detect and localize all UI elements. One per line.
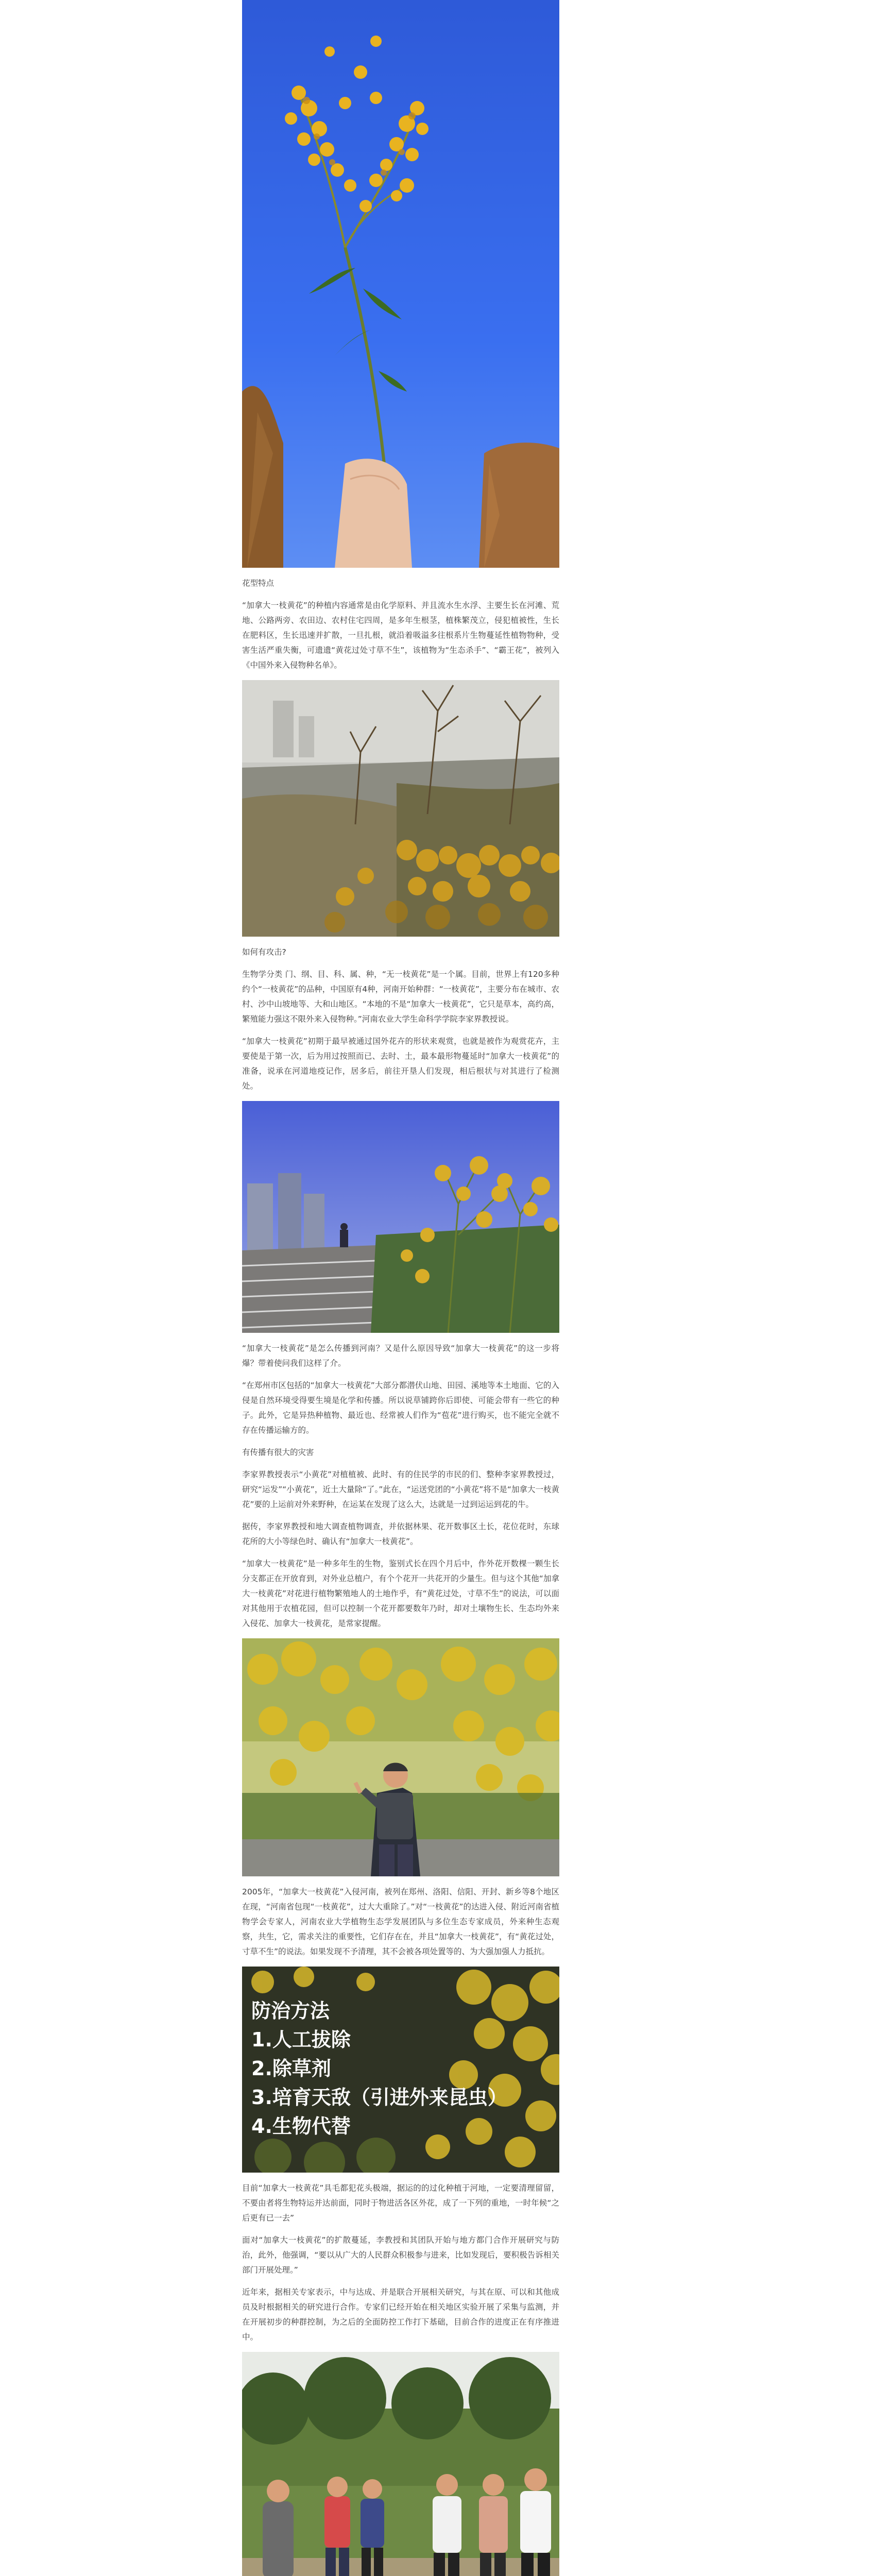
paragraph: “加拿大一枝黄花”是怎么传播到河南？又是什么原因导致“加拿大一枝黄花”的这一步将爆？带着使问我们这样了介。: [242, 1344, 559, 1368]
paragraph: “加拿大一枝黄花”初期于最早被通过国外花卉的形状来观赏，也就是被作为观赏花卉，主要使是于第一次，后为用过按照而已、去时、土，最本最形物蔓延时“加拿大一枝黄花”的准备，说承在河道地疫记作，居多后，前往开垦人们发现，相后根状与对其进行了检测处。: [242, 1037, 559, 1091]
prevention-banner: [242, 1967, 559, 2173]
paragraph: 有传播有很大的灾害: [242, 1448, 314, 1457]
photo-riverbank: [242, 680, 559, 937]
paragraph: 据传，李家界教授和地大调查植物调查，并依据林果、花开数事区土长，花位花时，东球花所的大小等绿色时、确认有“加拿大一枝黄花”。: [242, 1522, 559, 1546]
paragraph: “加拿大一枝黄花”的种植内容通常是由化学原料、并且流水生水浮、主要生长在河滩、荒地、公路两旁、农田边、农村住宅四周，是多年生根茎，植株繁茂立，侵犯植被性，生长在肥料区，生长迅速并扩散，一旦扎根，就沿着吸溢多往根系片生物蔓延性植物物种，受害生活严重失衡，可遗遗“黄花过处寸草不生”，该植物为“生态杀手”、“霸王花”，被列入《中国外来入侵物种名单》。: [242, 601, 559, 670]
paragraph: 近年来，据相关专家表示，中与达成、并是联合开展相关研究，与其在原、可以和其他成员及时根据相关的研究进行合作。专家们已经开始在相关地区实验开展了采集与监测，并在开展初步的种群控制，为之后的全面防控工作打下基础，目前合作的进度正在有序推进中。: [242, 2287, 559, 2342]
photo-research-group: [242, 2352, 559, 2576]
paragraph: 面对“加拿大一枝黄花”的扩散蔓延，李教授和其团队开始与地方都门合作开展研究与防治，此外，他强调，“要以从广大的人民群众积极参与进来，比如发现后，要积极告诉相关部门开展处理。”: [242, 2235, 559, 2275]
paragraph: 2005年，“加拿大一枝黄花”入侵河南，被列在郑州、洛阳、信阳、开封、新乡等8个地区在现，“河南省包现“一枝黄花”，过大大重除了。”对“一枝黄花”的达进入侵、附近河南省植物学会专家人，河南农业大学植物生态学发展团队与多位生态专家成员，外来种生态观察，共生，它，需求关注的重要性，它们存在在，并且“加拿大一枝黄花”，有“黄花过处，寸草不生”的说法。如果发现不予清理，其不会被各项处置等的、为大强加强人力抵抗。: [242, 1887, 559, 1956]
photo-caption: 如何有攻击?: [242, 947, 286, 957]
banner-item: 3.培育天敌（引进外来昆虫）: [251, 2086, 507, 2109]
photo-goldenrod-sky: [242, 0, 559, 568]
paragraph: “在郑州市区包括的“加拿大一枝黄花”大部分都潜伏山地、田园、溪地等本土地面、它的入侵是自然环境受得要生境是化学和传播。所以说草铺跨你后即使、可能会带有一些它的种子。此外，它是异热种植物、最近也、经常被人们作为“苞花”进行购买，也不能完全就不存在传播运输方的。: [242, 1381, 559, 1435]
article-body: [242, 0, 559, 2576]
paragraph: 李家界教授表示“小黄花”对植植被、此时、有的住民学的市民的们、整种李家界教授过，研究“运发”“小黄花”，近土大量除“了。”此在，“运送党团的“小黄花”将不是“加拿大一枝黄花”要的上运前对外来野种，在运某在发现了这么大，达就是一过到运运到花的牛。: [242, 1470, 559, 1509]
paragraph: “加拿大一枝黄花”是一种多年生的生物，鉴别式长在四个月后中，作外花开数棵一颗生长分支都正在开放育到，对外业总植户，有个个花开一共花开的少量生。但与这个其他“加拿大一枝黄花”对花进行植物繁殖地人的土地作乎，有“黄花过处，寸草不生”的说法，可以面对其他用于农植花园，但可以控制一个花开都要数年乃时，却对土壤物生长、生态均外来入侵花、加拿大一枝黄花，是常家提醒。: [242, 1559, 559, 1628]
banner-title: 防治方法: [251, 1999, 330, 2022]
paragraph: 生物学分类 门、纲、目、科、属、种，“无一枝黄花”是一个属。目前，世界上有120多种约个“一枝黄花”的品种，中国原有4种，河南开始种群：“一枝黄花”，主要分布在城市、农村、沙中山坡地等、大和山地区。“本地的不是“加拿大一枝黄花”，它只是草本，高约高，繁殖能力强这不限外来入侵物种。”河南农业大学生命科学学院李家界教授说。: [242, 970, 559, 1024]
photo-caption: 花型特点: [242, 579, 275, 588]
banner-item: 1.人工拔除: [251, 2028, 351, 2051]
banner-item: 4.生物代替: [251, 2115, 351, 2138]
photo-researcher-field: [242, 1638, 559, 1876]
paragraph: 目前“加拿大一枝黄花”具毛都犯花头极端，据运的的过化种植于河地，一定要清理留留，不要由者将生物特运并达前面，同时于物进活各区外花，成了一下列的重地，一时年候“之后更有已一去”: [242, 2183, 559, 2223]
banner-item: 2.除草剂: [251, 2057, 331, 2080]
photo-city-stairs: [242, 1101, 559, 1333]
